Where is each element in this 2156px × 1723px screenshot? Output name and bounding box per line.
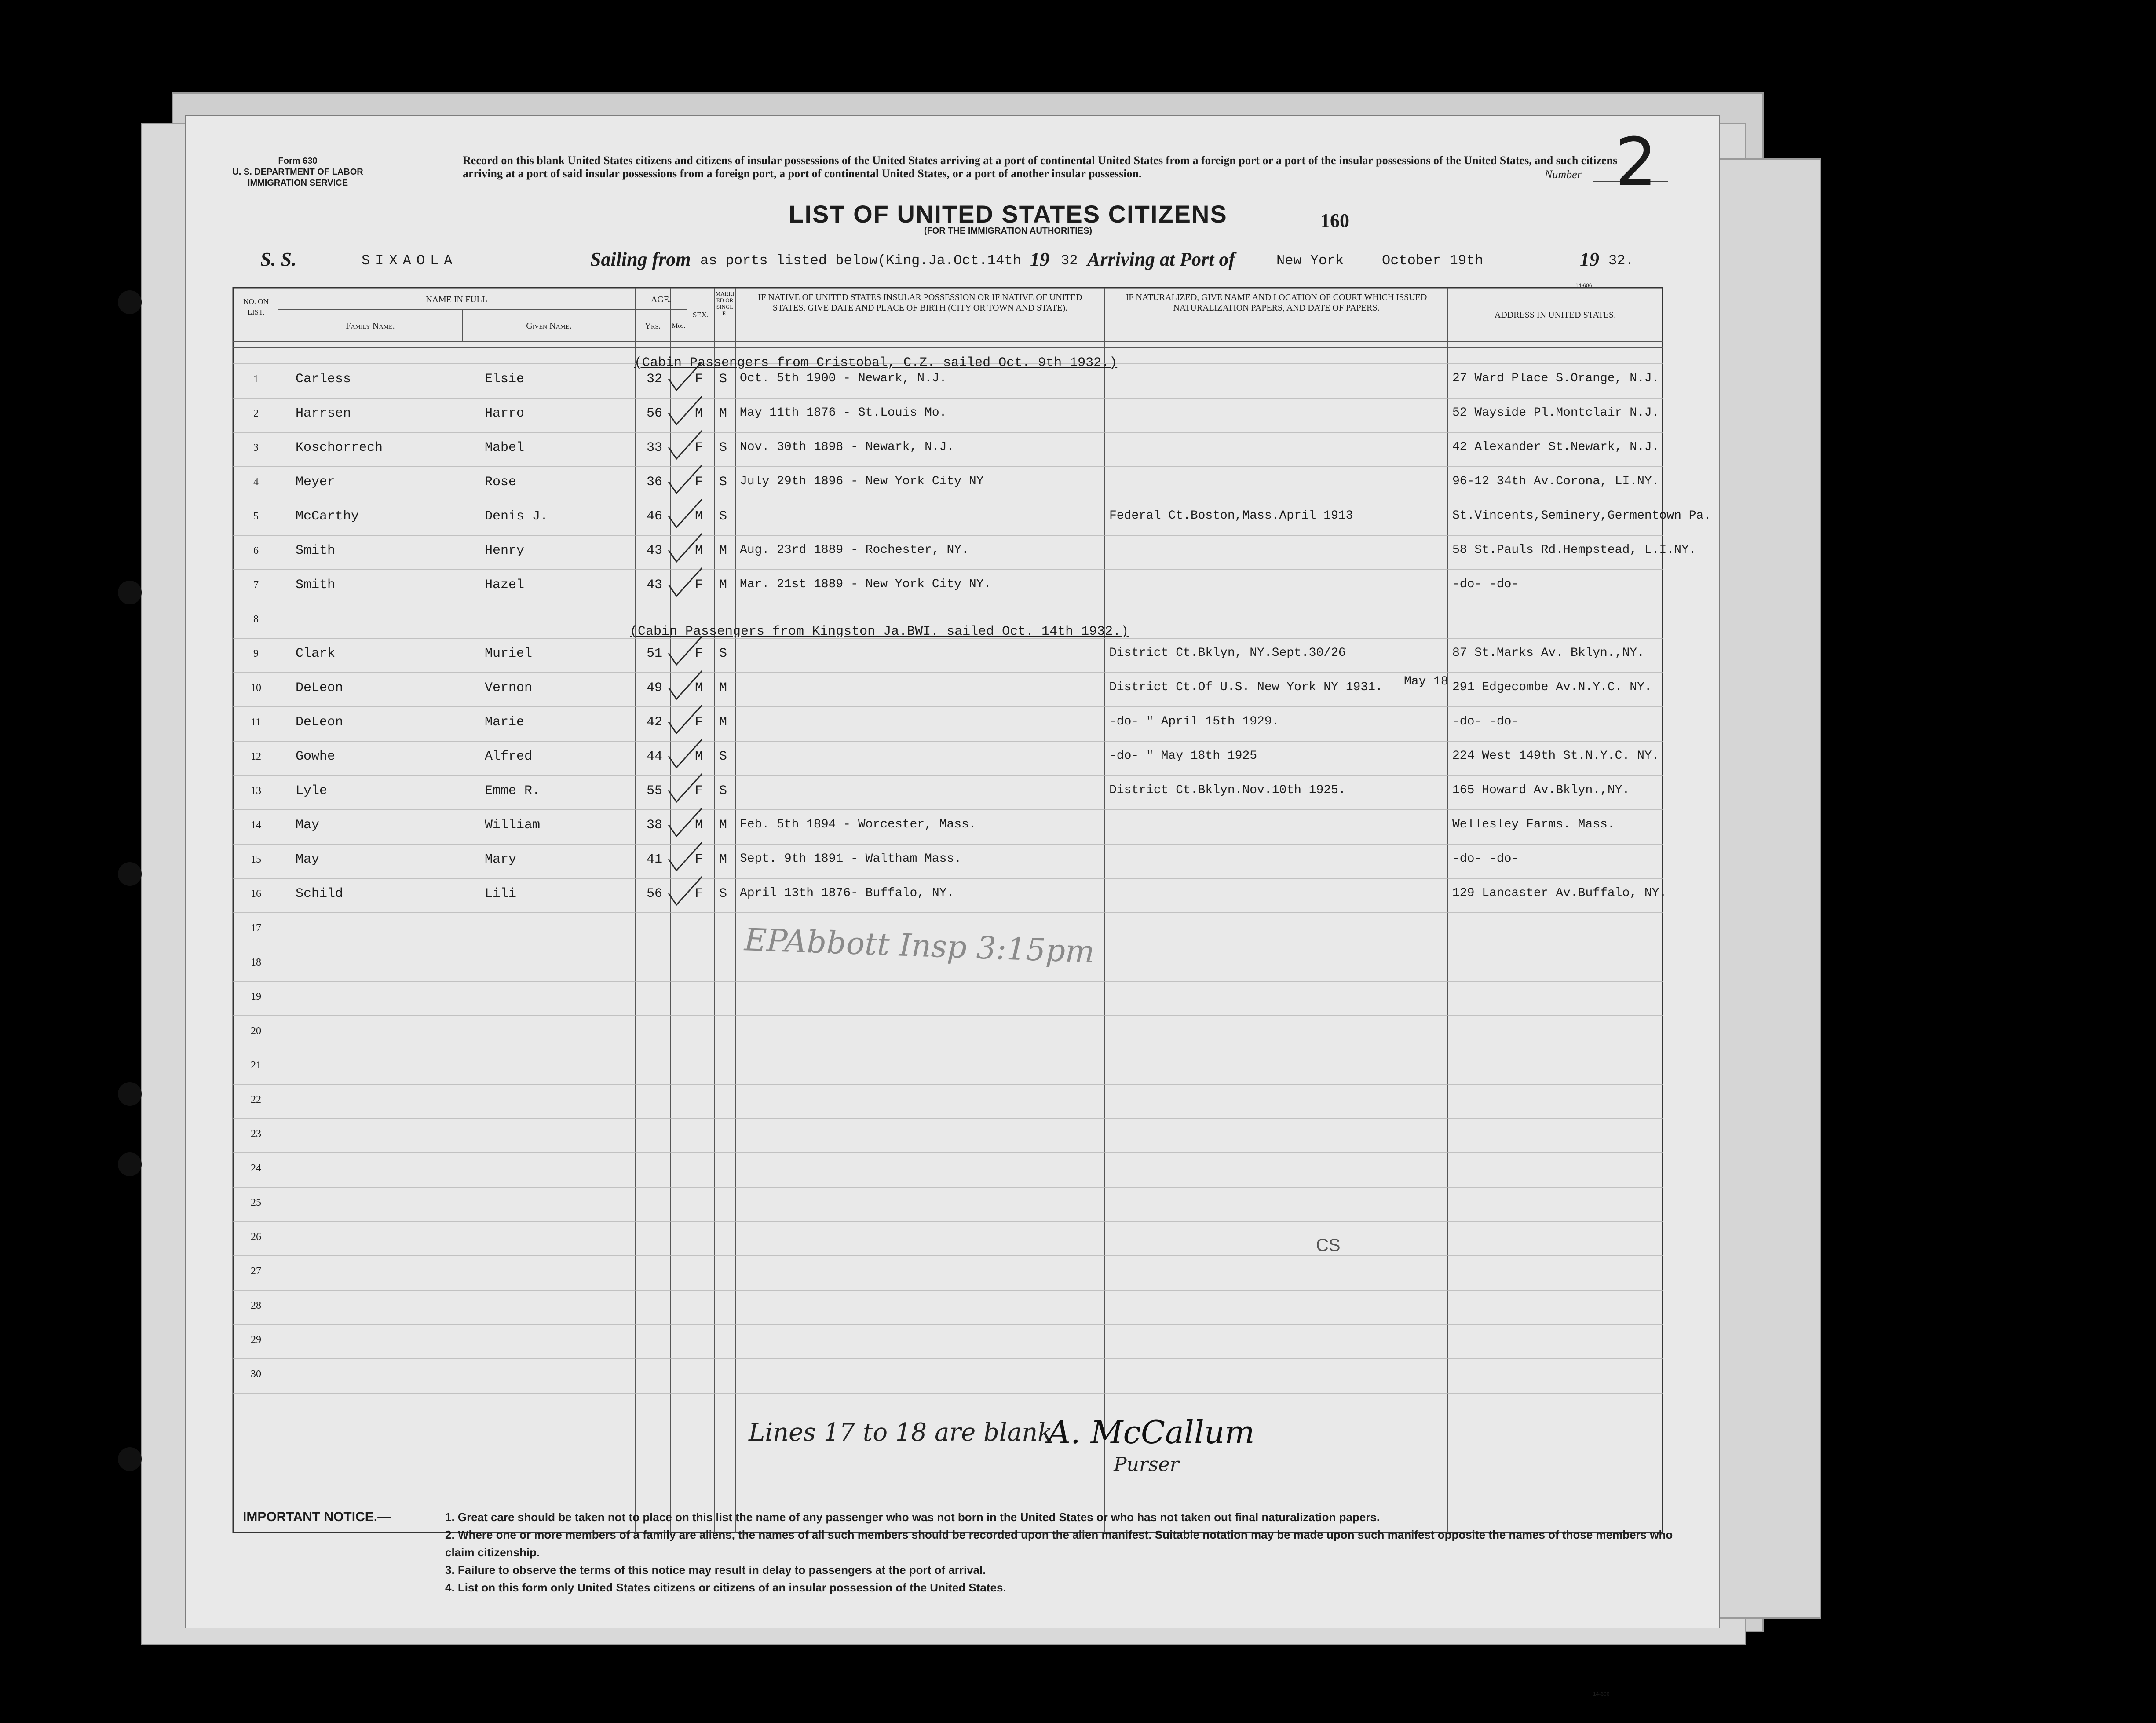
check-mark-icon — [665, 874, 705, 909]
notice-form-code: 14-606 — [1593, 1691, 1610, 1697]
row-number: 30 — [251, 1368, 261, 1380]
column-header-sex: SEX. — [692, 311, 709, 319]
us-address: 87 St.Marks Av. Bklyn.,NY. — [1452, 646, 1644, 660]
column-header-family: Family Name. — [346, 321, 395, 331]
column-header-no: NO. ON LIST. — [243, 297, 269, 316]
column-header-years: Yrs. — [644, 321, 661, 331]
ss-label: S. S. — [260, 249, 296, 270]
sex: F — [695, 440, 703, 455]
family-name: Koschorrech — [296, 440, 383, 455]
sex: F — [695, 783, 703, 798]
row-number: 25 — [251, 1197, 261, 1208]
family-name: Meyer — [296, 475, 336, 490]
birth-details: Mar. 21st 1889 - New York City NY. — [740, 578, 991, 591]
birth-details: Aug. 23rd 1889 - Rochester, NY. — [740, 543, 969, 557]
row-number: 13 — [251, 785, 261, 797]
row-number: 21 — [251, 1060, 261, 1071]
row-number: 7 — [253, 579, 259, 591]
marital-status: M — [719, 406, 727, 421]
purser-signature: A. McCallum — [1048, 1414, 1255, 1451]
sex: M — [695, 406, 703, 421]
given-name: Elsie — [485, 372, 525, 387]
us-address: 165 Howard Av.Bklyn.,NY. — [1452, 783, 1630, 797]
section-heading: (Cabin Passengers from Kingston Ja.BWI. sailed Oct. 14th 1932.) — [630, 624, 1129, 639]
age-years: 44 — [647, 749, 663, 764]
age-years: 38 — [647, 818, 663, 833]
family-name: May — [296, 852, 320, 867]
sailing-year: 32 — [1061, 252, 1078, 269]
check-mark-icon — [665, 359, 705, 395]
family-name: Gowhe — [296, 749, 336, 764]
binder-hole — [118, 290, 142, 314]
row-number: 11 — [251, 717, 261, 728]
marital-status: M — [719, 680, 727, 695]
record-instructions: Record on this blank United States citizens and citizens of insular possessions of the United States arriving at a port of continental United States from a foreign port or a port of the insular possessions of the United States, and such citizens arriving at a port of said insular possessions from a foreign port, a port of continental United States, or a port of another insular possession. — [463, 154, 1618, 180]
arrival-port: New York — [1276, 252, 1344, 269]
us-address: -do- -do- — [1452, 715, 1519, 728]
sex: F — [695, 715, 703, 730]
binder-hole — [118, 1152, 142, 1176]
column-header-birth: IF NATIVE OF UNITED STATES INSULAR POSSESSION OR IF NATIVE OF UNITED STATES, GIVE DATE AND PLACE OF BIRTH (CITY OR TOWN AND STATE). — [758, 293, 1082, 313]
sailing-from: as ports listed below(King.Ja.Oct.14th — [700, 252, 1021, 269]
sex: F — [695, 372, 703, 387]
given-name: Marie — [485, 715, 525, 730]
row-number: 23 — [251, 1128, 261, 1140]
sex: F — [695, 886, 703, 901]
birth-details: Nov. 30th 1898 - Newark, N.J. — [740, 440, 954, 454]
given-name: Lili — [485, 886, 517, 901]
sex: F — [695, 475, 703, 490]
given-name: Vernon — [485, 680, 533, 695]
naturalization-details: -do- " April 15th 1929. — [1109, 715, 1279, 728]
sailing-label: Sailing from — [590, 249, 691, 270]
marital-status: S — [719, 749, 727, 764]
us-address: -do- -do- — [1452, 852, 1519, 866]
check-mark-icon — [665, 771, 705, 806]
age-years: 51 — [647, 646, 663, 661]
check-mark-icon — [665, 462, 705, 498]
column-header-marital: MARRIED OR SINGLE. — [715, 290, 735, 317]
given-name: Mary — [485, 852, 517, 867]
birth-details: Oct. 5th 1900 - Newark, N.J. — [740, 372, 947, 385]
ship-name: SIXAOLA — [362, 252, 458, 269]
section-heading: (Cabin Passengers from Cristobal, C.Z. sailed Oct. 9th 1932.) — [634, 355, 1118, 370]
notice-item: 4. List on this form only United States citizens or citizens of an insular possession of the United States. — [445, 1581, 1006, 1594]
age-years: 33 — [647, 440, 663, 455]
row-number: 22 — [251, 1094, 261, 1105]
row-number: 26 — [251, 1231, 261, 1243]
check-mark-icon — [665, 531, 705, 566]
row-number: 27 — [251, 1266, 261, 1277]
row-number: 18 — [251, 957, 261, 968]
row-number: 6 — [253, 545, 259, 556]
birth-details: Feb. 5th 1894 - Worcester, Mass. — [740, 818, 976, 831]
check-mark-icon — [665, 840, 705, 875]
given-name: William — [485, 818, 541, 833]
given-name: Harro — [485, 406, 525, 421]
family-name: May — [296, 818, 320, 833]
marital-status: M — [719, 715, 727, 730]
purser-title: Purser — [1114, 1453, 1179, 1476]
us-address: Wellesley Farms. Mass. — [1452, 818, 1615, 831]
marital-status: S — [719, 646, 727, 661]
check-mark-icon — [665, 805, 705, 841]
blank-lines-note: Lines 17 to 18 are blank — [749, 1418, 1053, 1447]
marital-status: M — [719, 852, 727, 867]
given-name: Muriel — [485, 646, 533, 661]
marital-status: M — [719, 578, 727, 593]
arrival-year: 32. — [1608, 252, 1634, 269]
arrival-year-prefix: 19 — [1580, 249, 1599, 270]
naturalization-date-note: May 18 — [1404, 675, 1448, 688]
column-header-address: ADDRESS IN UNITED STATES. — [1494, 310, 1616, 320]
arriving-label: Arriving at Port of — [1087, 249, 1235, 270]
us-address: 52 Wayside Pl.Montclair N.J. — [1452, 406, 1659, 420]
check-mark-icon — [665, 428, 705, 463]
sex: F — [695, 578, 703, 593]
department-name: U. S. DEPARTMENT OF LABOR — [232, 167, 363, 177]
naturalization-details: District Ct.Bklyn, NY.Sept.30/26 — [1109, 646, 1346, 660]
notice-item: 2. Where one or more members of a family are aliens, the names of all such members should be recorded upon the alien manifest. Suitable notation may be made upon such manifest opposite the names of those members who claim citizenship. — [445, 1528, 1673, 1559]
family-name: Clark — [296, 646, 336, 661]
given-name: Hazel — [485, 578, 525, 593]
age-years: 42 — [647, 715, 663, 730]
age-years: 32 — [647, 372, 663, 387]
form-code: 14-606 — [1575, 282, 1592, 289]
notice-item: 1. Great care should be taken not to place on this list the name of any passenger who was not born in the United States or who has not taken out final naturalization papers. — [445, 1511, 1380, 1524]
family-name: McCarthy — [296, 509, 359, 524]
age-years: 36 — [647, 475, 663, 490]
given-name: Mabel — [485, 440, 525, 455]
check-mark-icon — [665, 497, 705, 532]
row-number: 5 — [253, 511, 259, 522]
binder-hole — [118, 1447, 142, 1471]
us-address: 96-12 34th Av.Corona, LI.NY. — [1452, 475, 1659, 488]
page-title: LIST OF UNITED STATES CITIZENS — [789, 200, 1228, 228]
sex: M — [695, 749, 703, 764]
sex: F — [695, 852, 703, 867]
sex: F — [695, 646, 703, 661]
page-subtitle: (FOR THE IMMIGRATION AUTHORITIES) — [924, 226, 1093, 236]
column-header-naturalization: IF NATURALIZED, GIVE NAME AND LOCATION OF COURT WHICH ISSUED NATURALIZATION PAPERS, AND DATE OF PAPERS. — [1126, 293, 1427, 313]
sex: M — [695, 509, 703, 524]
row-number: 8 — [253, 614, 259, 625]
row-number: 29 — [251, 1334, 261, 1346]
family-name: Smith — [296, 578, 336, 593]
marital-status: S — [719, 440, 727, 455]
notice-label: IMPORTANT NOTICE.— — [243, 1510, 391, 1524]
us-address: -do- -do- — [1452, 578, 1519, 591]
sailing-year-prefix: 19 — [1030, 249, 1049, 270]
check-mark-icon — [665, 634, 705, 669]
arrival-date: October 19th — [1382, 252, 1484, 269]
column-header-age: AGE. — [650, 295, 672, 304]
us-address: 58 St.Pauls Rd.Hempstead, L.I.NY. — [1452, 543, 1696, 557]
ruled-grid — [186, 116, 1721, 1629]
check-mark-icon — [665, 394, 705, 429]
age-years: 56 — [647, 406, 663, 421]
us-address: 27 Ward Place S.Orange, N.J. — [1452, 372, 1659, 385]
inspector-stamp: EPAbbott Insp 3:15pm — [743, 922, 1095, 970]
row-number: 3 — [253, 442, 259, 454]
family-name: DeLeon — [296, 680, 343, 695]
age-years: 41 — [647, 852, 663, 867]
binder-hole — [118, 581, 142, 604]
sex: M — [695, 818, 703, 833]
column-header-given: Given Name. — [526, 321, 572, 331]
row-number: 12 — [251, 751, 261, 762]
age-years: 43 — [647, 578, 663, 593]
given-name: Henry — [485, 543, 525, 558]
initials-mark: CS — [1316, 1236, 1341, 1255]
row-number: 20 — [251, 1025, 261, 1037]
notice-item: 3. Failure to observe the terms of this notice may result in delay to passengers at the port of arrival. — [445, 1563, 986, 1577]
age-years: 56 — [647, 886, 663, 901]
us-address: St.Vincents,Seminery,Germentown Pa. — [1452, 509, 1711, 523]
row-number: 2 — [253, 408, 259, 419]
birth-details: April 13th 1876- Buffalo, NY. — [740, 886, 954, 900]
age-years: 43 — [647, 543, 663, 558]
form-number: Form 630 — [278, 156, 318, 166]
check-mark-icon — [665, 702, 705, 738]
row-number: 24 — [251, 1163, 261, 1174]
sex: M — [695, 680, 703, 695]
sex: M — [695, 543, 703, 558]
marital-status: S — [719, 475, 727, 490]
naturalization-details: Federal Ct.Boston,Mass.April 1913 — [1109, 509, 1353, 523]
family-name: Schild — [296, 886, 343, 901]
age-years: 49 — [647, 680, 663, 695]
us-address: 129 Lancaster Av.Buffalo, NY. — [1452, 886, 1667, 900]
marital-status: M — [719, 818, 727, 833]
binder-hole — [118, 1082, 142, 1106]
manifest-page — [185, 115, 1720, 1697]
number-label: Number — [1545, 168, 1582, 181]
row-number: 28 — [251, 1300, 261, 1311]
family-name: Carless — [296, 372, 351, 387]
row-number: 16 — [251, 888, 261, 900]
row-number: 9 — [253, 648, 259, 659]
naturalization-details: District Ct.Bklyn.Nov.10th 1925. — [1109, 783, 1346, 797]
naturalization-details: District Ct.Of U.S. New York NY 1931. — [1109, 680, 1383, 694]
row-number: 10 — [251, 682, 261, 694]
check-mark-icon — [665, 565, 705, 600]
birth-details: Sept. 9th 1891 - Waltham Mass. — [740, 852, 962, 866]
row-number: 17 — [251, 922, 261, 934]
row-number: 1 — [253, 373, 259, 385]
given-name: Alfred — [485, 749, 533, 764]
service-name: IMMIGRATION SERVICE — [247, 178, 348, 188]
age-years: 46 — [647, 509, 663, 524]
marital-status: S — [719, 886, 727, 901]
family-name: Lyle — [296, 783, 328, 798]
naturalization-details: -do- " May 18th 1925 — [1109, 749, 1257, 763]
row-number: 19 — [251, 991, 261, 1002]
given-name: Rose — [485, 475, 517, 490]
us-address: 224 West 149th St.N.Y.C. NY. — [1452, 749, 1659, 763]
list-number: 2 — [1615, 124, 1657, 201]
binder-hole — [118, 862, 142, 886]
family-name: DeLeon — [296, 715, 343, 730]
given-name: Emme R. — [485, 783, 541, 798]
row-number: 15 — [251, 854, 261, 865]
marital-status: M — [719, 543, 727, 558]
marital-status: S — [719, 372, 727, 387]
check-mark-icon — [665, 737, 705, 772]
birth-details: July 29th 1896 - New York City NY — [740, 475, 984, 488]
family-name: Harrsen — [296, 406, 351, 421]
age-years: 55 — [647, 783, 663, 798]
column-header-name: NAME IN FULL — [426, 295, 487, 304]
check-mark-icon — [665, 668, 705, 703]
family-name: Smith — [296, 543, 336, 558]
column-header-months: Mos. — [672, 322, 686, 329]
us-address: 291 Edgecombe Av.N.Y.C. NY. — [1452, 680, 1652, 694]
given-name: Denis J. — [485, 509, 548, 524]
row-number: 4 — [253, 476, 259, 488]
us-address: 42 Alexander St.Newark, N.J. — [1452, 440, 1659, 454]
marital-status: S — [719, 783, 727, 798]
sheet-number: 160 — [1320, 210, 1349, 231]
birth-details: May 11th 1876 - St.Louis Mo. — [740, 406, 947, 420]
marital-status: S — [719, 509, 727, 524]
row-number: 14 — [251, 819, 261, 831]
